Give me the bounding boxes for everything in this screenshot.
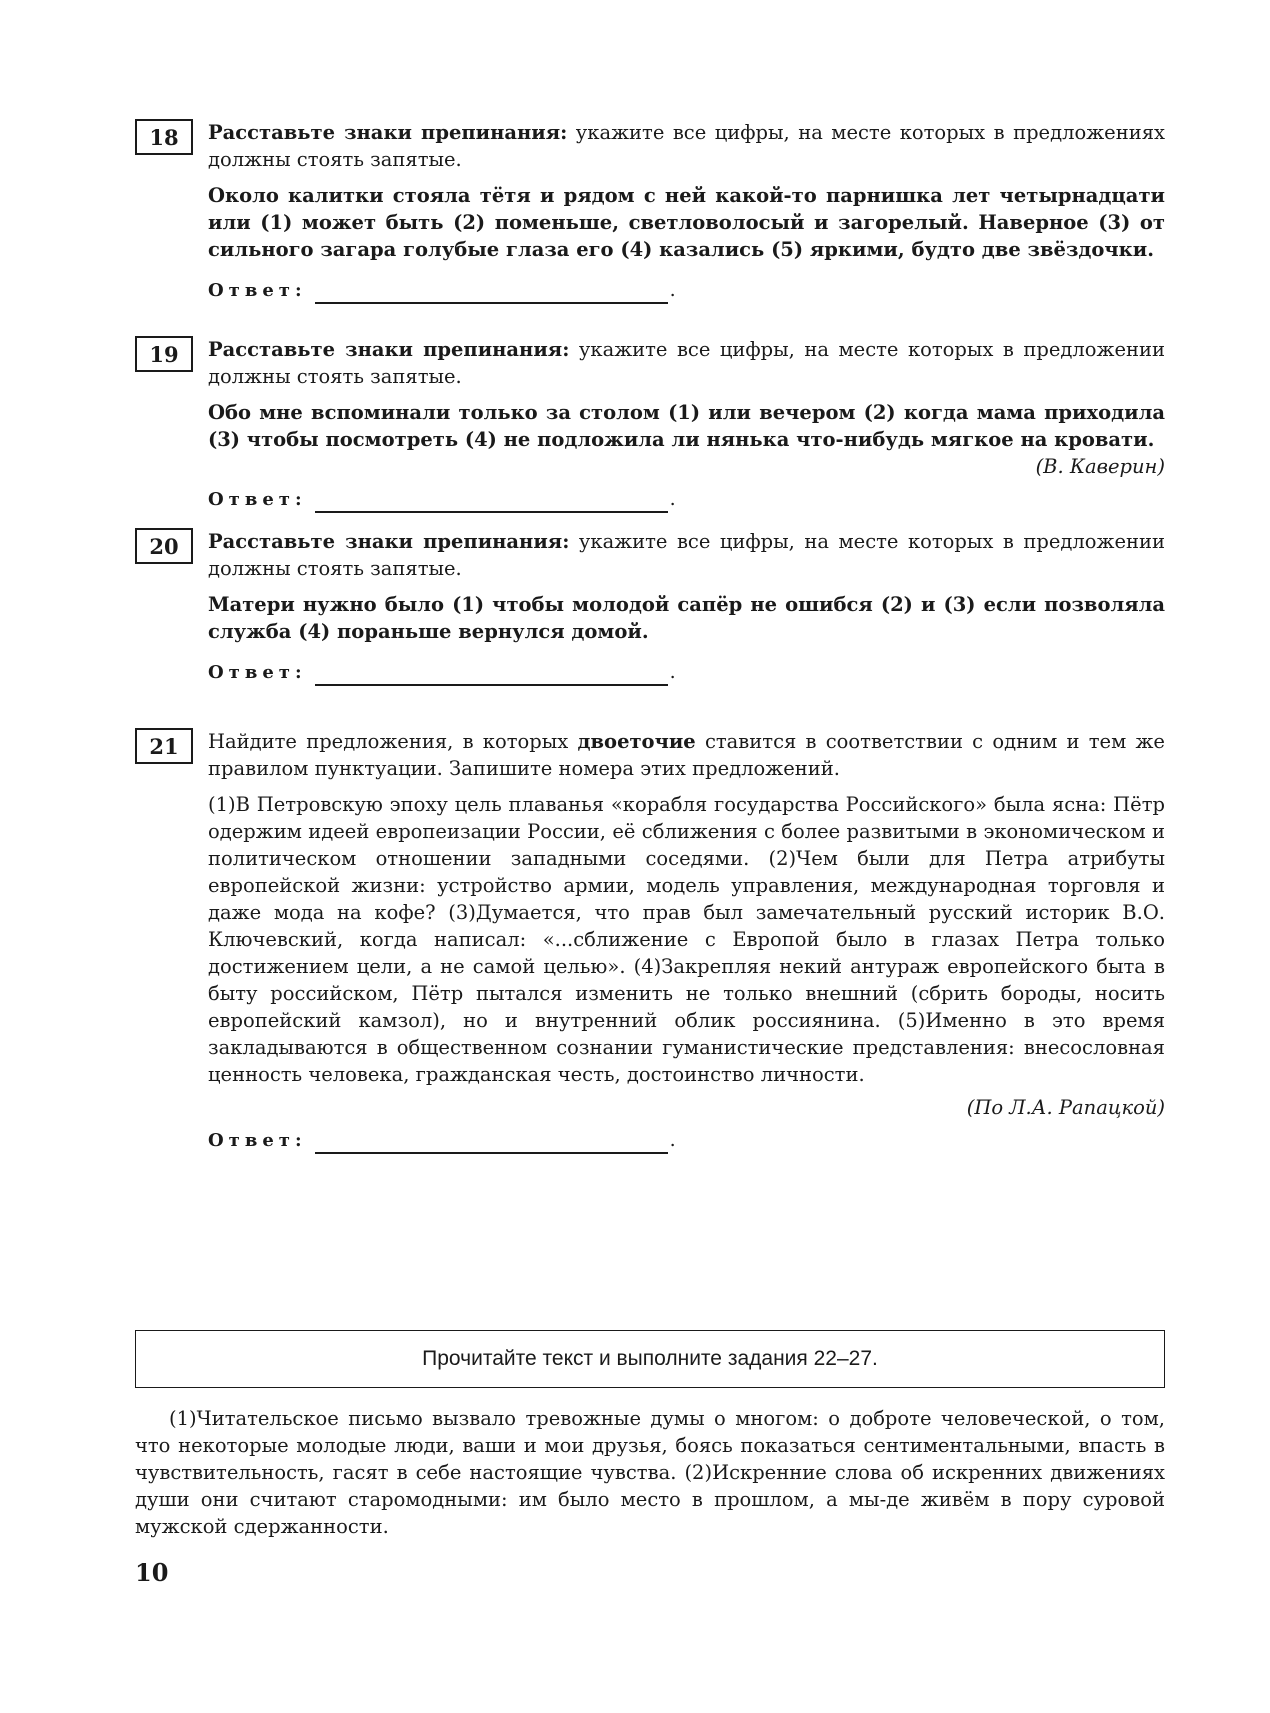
answer-label: Ответ: bbox=[208, 662, 307, 683]
task-number: 20 bbox=[135, 528, 193, 564]
answer-label: Ответ: bbox=[208, 280, 307, 301]
task-instruction: Расставьте знаки препинания: укажите все цифры, на месте которых в предложениях должны стоять запятые. bbox=[208, 121, 1165, 171]
reading-banner: Прочитайте текст и выполните задания 22–27. bbox=[135, 1330, 1165, 1388]
task-19 bbox=[135, 336, 1165, 513]
task-sentence: Около калитки стояла тётя и рядом с ней какой-то парнишка лет четырнадцати или (1) может быть (2) поменьше, светловолосый и загорелый. Наверное (3) от сильного загара голубые глаза его (4) казались (5) яркими, будто две звёздочки. bbox=[208, 184, 1165, 261]
task-instruction: Найдите предложения, в которых двоеточие ставится в соответствии с одним и тем же правилом пунктуации. Запишите номера этих предложений. bbox=[208, 730, 1165, 780]
task-source: (В. Каверин) bbox=[1035, 455, 1165, 478]
answer-row: Ответ: . bbox=[208, 1127, 1165, 1154]
task-passage: (1)В Петровскую эпоху цель плаванья «корабля государства Российского» была ясна: Пётр одержим идеей европеизации России, её сближения с более развитыми в экономическом и политическом отношении западными соседями. (2)Чем были для Петра атрибуты европейской жизни: устройство армии, модель управления, международная торговля и даже мода на кофе? (3)Думается, что прав был замечательный русский историк В.О. Ключевский, когда написал: «...сближение с Европой было в глазах Петра только достижением цели, а не самой целью». (4)Закрепляя некий антураж европейского быта в быту российском, Пётр пытался изменить не только внешний (сбрить бороды, носить европейский камзол), но и внутренний облик россиянина. (5)Именно в это время закладываются в общественном сознании гуманистические представления: внесословная ценность человека, гражданская честь, достоинство личности. bbox=[208, 793, 1165, 1086]
task-20 bbox=[135, 528, 1165, 686]
answer-field[interactable] bbox=[315, 489, 668, 513]
page-number: 10 bbox=[135, 1558, 169, 1587]
task-number: 21 bbox=[135, 728, 193, 764]
task-21 bbox=[135, 728, 1165, 1154]
task-source: (По Л.А. Рапацкой) bbox=[966, 1096, 1165, 1119]
task-sentence: Матери нужно было (1) чтобы молодой сапёр не ошибся (2) и (3) если позволяла служба (4) пораньше вернулся домой. bbox=[208, 593, 1165, 643]
answer-field[interactable] bbox=[315, 1130, 668, 1154]
answer-field[interactable] bbox=[315, 280, 668, 304]
answer-row: Ответ: . bbox=[208, 277, 1165, 304]
task-18 bbox=[135, 119, 1165, 304]
answer-label: Ответ: bbox=[208, 1130, 307, 1151]
task-sentence: Обо мне вспоминали только за столом (1) или вечером (2) когда мама приходила (3) чтобы посмотреть (4) не подложила ли нянька что-нибудь мягкое на кровати. bbox=[208, 401, 1165, 451]
task-instruction: Расставьте знаки препинания: укажите все цифры, на месте которых в предложении должны стоять запятые. bbox=[208, 338, 1165, 388]
answer-field[interactable] bbox=[315, 662, 668, 686]
answer-row: Ответ: . bbox=[208, 659, 1165, 686]
task-instruction: Расставьте знаки препинания: укажите все цифры, на месте которых в предложении должны стоять запятые. bbox=[208, 530, 1165, 580]
reading-text: (1)Читательское письмо вызвало тревожные думы о многом: о доброте человеческой, о том, что некоторые молодые люди, ваши и мои друзья, боясь показаться сентиментальными, впасть в чувствительность, гасят в себе настоящие чувства. (2)Искренние слова об искренних движениях души они считают старомодными: им было место в прошлом, а мы-де живём в пору суровой мужской сдержанности. bbox=[135, 1407, 1165, 1538]
task-number: 19 bbox=[135, 336, 193, 372]
answer-row: Ответ: . bbox=[208, 486, 1165, 513]
task-number: 18 bbox=[135, 119, 193, 155]
answer-label: Ответ: bbox=[208, 489, 307, 510]
